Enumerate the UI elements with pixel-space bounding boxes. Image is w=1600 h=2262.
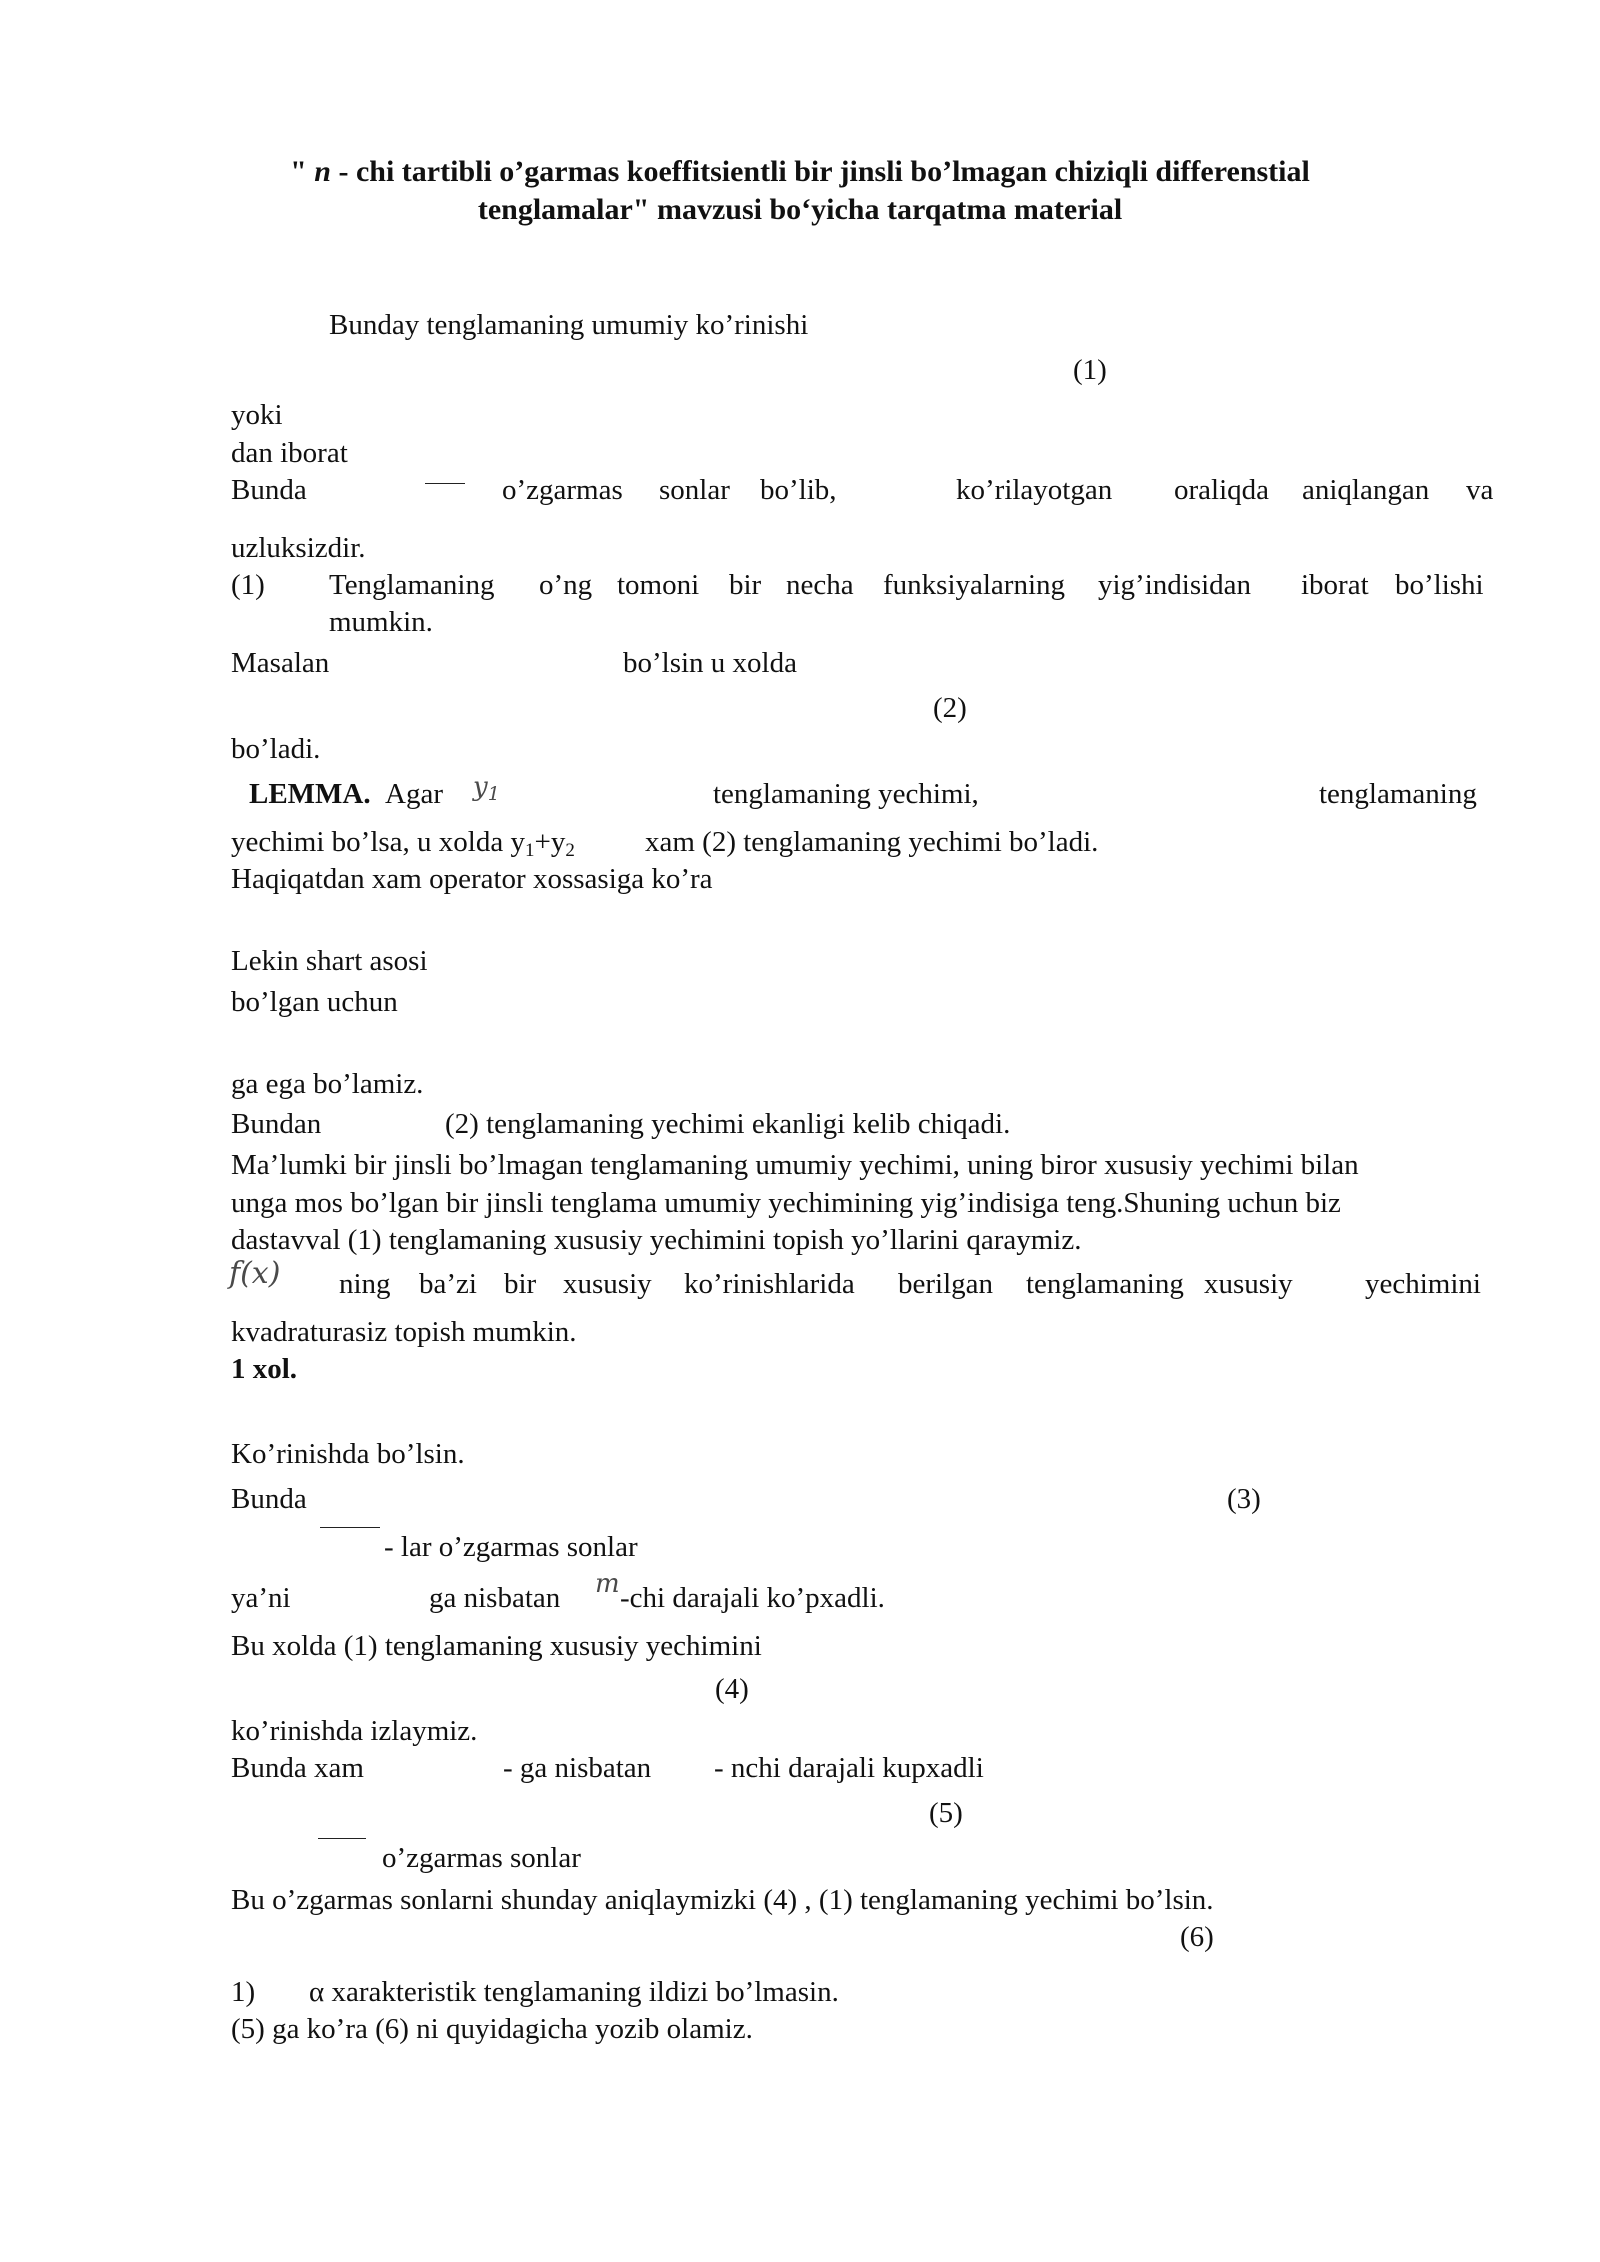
justified-word: funksiyalarning bbox=[883, 569, 1066, 601]
text-ga-ega: ga ega bo’lamiz. bbox=[231, 1068, 424, 1100]
justified-word: iborat bbox=[1301, 569, 1369, 601]
title-line1-post: - chi tartibli o’garmas koeffitsientli bir jinsli bo’lmagan chiziqli differenstial bbox=[330, 155, 1310, 188]
justified-word: xususiy bbox=[563, 1268, 652, 1300]
list-number-1: (1) bbox=[231, 569, 265, 601]
equation-number-6: (6) bbox=[1180, 1921, 1214, 1953]
text-lar-ozgarmas: - lar o’zgarmas sonlar bbox=[384, 1531, 638, 1563]
coefficient-dash bbox=[320, 1527, 380, 1528]
title-variable-n: n bbox=[314, 155, 331, 188]
paragraph-line: Ma’lumki bir jinsli bo’lmagan tenglamaning umumiy yechimi, uning biror xususiy yechimi bilan bbox=[231, 1149, 1359, 1181]
text-bu-ozgarmas: Bu o’zgarmas sonlarni shunday aniqlaymizki (4) , (1) tenglamaning yechimi bo’lsin. bbox=[231, 1884, 1214, 1916]
text-yoki: yoki bbox=[231, 399, 283, 431]
lemma-label: LEMMA. bbox=[249, 778, 371, 810]
title-line1-pre: " bbox=[290, 155, 315, 188]
coefficient-dash bbox=[425, 483, 465, 484]
lemma-conclusion: xam (2) tenglamaning yechimi bo’ladi. bbox=[645, 826, 1099, 858]
justified-word: tomoni bbox=[617, 569, 700, 601]
equation-number-1: (1) bbox=[1073, 354, 1107, 386]
text-lekin-shart: Lekin shart asosi bbox=[231, 945, 428, 977]
justified-word: tenglamaning bbox=[1026, 1268, 1184, 1300]
text-uzluksizdir: uzluksizdir. bbox=[231, 532, 366, 564]
alpha-condition: α xarakteristik tenglamaning ildizi bo’lmasin. bbox=[309, 1976, 839, 2008]
text-mumkin: mumkin. bbox=[329, 606, 433, 638]
y1-formula-image: $y_1$ bbox=[473, 772, 500, 805]
equation-number-5: (5) bbox=[929, 1797, 963, 1829]
coefficient-dash bbox=[318, 1838, 366, 1839]
justified-word: bir bbox=[729, 569, 762, 601]
text-kvadraturasiz: kvadraturasiz topish mumkin. bbox=[231, 1316, 577, 1348]
justified-word: necha bbox=[786, 569, 854, 601]
text-korinishda-izlaymiz: ko’rinishda izlaymiz. bbox=[231, 1715, 478, 1747]
paragraph-line: unga mos bo’lgan bir jinsli tenglama umumiy yechimining yig’indisiga teng.Shuning uchun biz bbox=[231, 1187, 1341, 1219]
bunda-xam: Bunda xam bbox=[231, 1752, 364, 1784]
darajali-kopxadli: -chi darajali ko’pxadli. bbox=[620, 1582, 885, 1614]
justified-word: yechimini bbox=[1365, 1268, 1481, 1300]
justified-word: ko’rinishlarida bbox=[684, 1268, 855, 1300]
equation-number-2: (2) bbox=[933, 692, 967, 724]
text-ozgarmas-sonlar: o’zgarmas sonlar bbox=[382, 1842, 581, 1874]
justified-word: bir bbox=[504, 1268, 537, 1300]
equation-number-3: (3) bbox=[1227, 1483, 1261, 1515]
justified-word: Tenglamaning bbox=[329, 569, 495, 601]
justified-word: bo’lib, bbox=[760, 474, 837, 506]
text-bu-xolda: Bu xolda (1) tenglamaning xususiy yechimini bbox=[231, 1630, 762, 1662]
agar-word: Agar bbox=[385, 778, 443, 810]
justified-word: aniqlangan bbox=[1302, 474, 1430, 506]
bolsin-u-xolda: bo’lsin u xolda bbox=[623, 647, 797, 679]
text-dan-iborat: dan iborat bbox=[231, 437, 348, 469]
justified-word: ko’rilayotgan bbox=[956, 474, 1113, 506]
justified-word: o’ng bbox=[539, 569, 593, 601]
tenglamaning-word: tenglamaning bbox=[1319, 778, 1477, 810]
list-number: 1) bbox=[231, 1976, 256, 2008]
justified-word: ning bbox=[339, 1268, 391, 1300]
paragraph-line: dastavval (1) tenglamaning xususiy yechimini topish yo’llarini qaraymiz. bbox=[231, 1224, 1082, 1256]
bundan-word: Bundan bbox=[231, 1108, 322, 1140]
ga-nisbatan: - ga nisbatan bbox=[503, 1752, 652, 1784]
justified-word: ba’zi bbox=[419, 1268, 477, 1300]
nchi-darajali: - nchi darajali kupxadli bbox=[714, 1752, 984, 1784]
justified-word: bo’lishi bbox=[1395, 569, 1484, 601]
bunda-word: Bunda bbox=[231, 474, 307, 506]
text-ga-kora: (5) ga ko’ra (6) ni quyidagicha yozib olamiz. bbox=[231, 2013, 753, 2045]
yani-word: ya’ni bbox=[231, 1582, 291, 1614]
bundan-conclusion: (2) tenglamaning yechimi ekanligi kelib chiqadi. bbox=[445, 1108, 1011, 1140]
justified-word: xususiy bbox=[1204, 1268, 1293, 1300]
equation-number-4: (4) bbox=[715, 1673, 749, 1705]
document-title-line2: tenglamalar" mavzusi bo‘yicha tarqatma material bbox=[477, 193, 1123, 226]
m-formula-image: m bbox=[595, 1569, 620, 1599]
tenglamaning-yechimi: tenglamaning yechimi, bbox=[713, 778, 979, 810]
masalan-word: Masalan bbox=[231, 647, 330, 679]
case-heading: 1 xol. bbox=[231, 1353, 298, 1385]
justified-word: berilgan bbox=[898, 1268, 994, 1300]
text-boladi: bo’ladi. bbox=[231, 733, 321, 765]
text-haqiqatdan: Haqiqatdan xam operator xossasiga ko’ra bbox=[231, 863, 713, 895]
bunda-word: Bunda bbox=[231, 1483, 307, 1515]
lemma-continuation: yechimi bo’lsa, u xolda $y_1+y_2$ bbox=[231, 826, 575, 861]
intro-line: Bunday tenglamaning umumiy ko’rinishi bbox=[329, 309, 809, 341]
text-bolgan-uchun: bo’lgan uchun bbox=[231, 986, 398, 1018]
fx-formula-image: f(x) bbox=[229, 1256, 281, 1291]
text-korinishda-bolsin: Ko’rinishda bo’lsin. bbox=[231, 1438, 465, 1470]
justified-word: va bbox=[1466, 474, 1494, 506]
justified-word: oraliqda bbox=[1174, 474, 1270, 506]
justified-word: o’zgarmas bbox=[502, 474, 623, 506]
document-title bbox=[0, 153, 1600, 191]
ga-nisbatan: ga nisbatan bbox=[429, 1582, 561, 1614]
justified-word: sonlar bbox=[659, 474, 730, 506]
justified-word: yig’indisidan bbox=[1098, 569, 1252, 601]
